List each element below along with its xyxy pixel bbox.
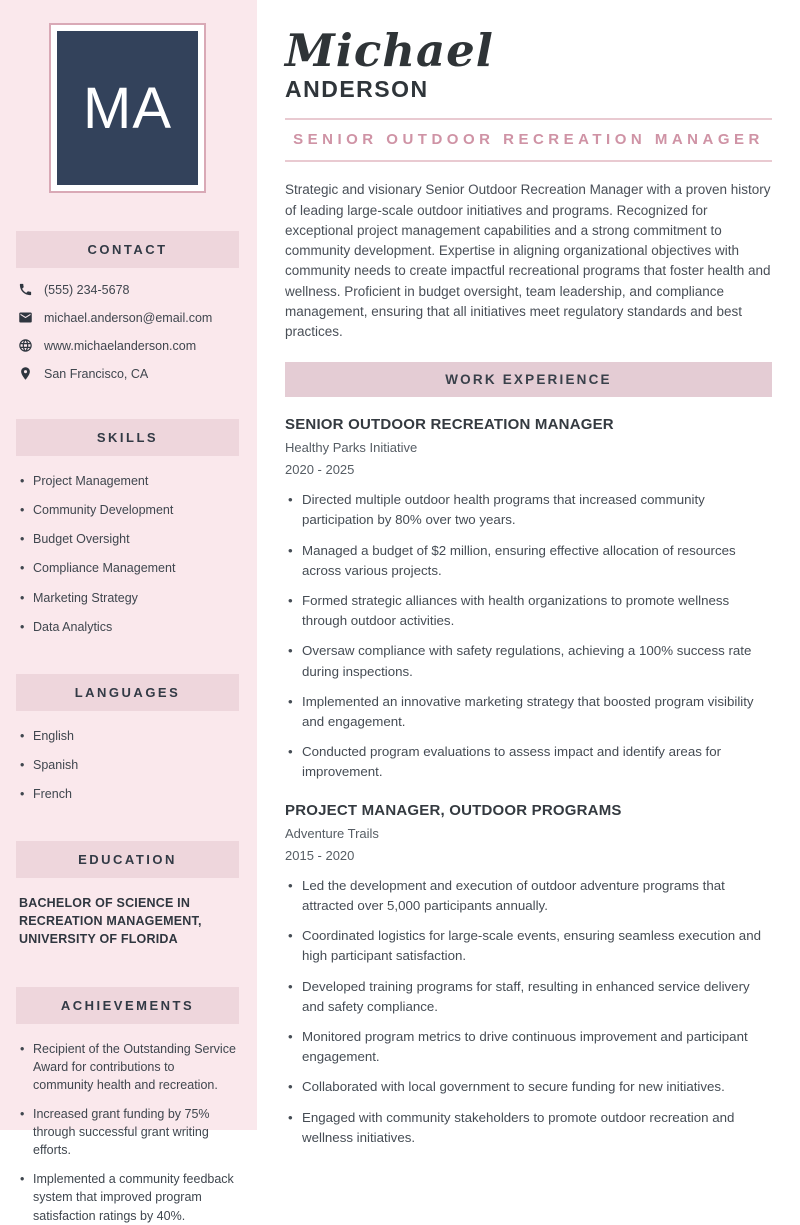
contact-section bbox=[16, 268, 239, 381]
contact-location-value: San Francisco, CA bbox=[44, 366, 149, 381]
job-entry bbox=[285, 416, 772, 782]
achievements-section-heading: ACHIEVEMENTS bbox=[16, 987, 239, 1024]
skill-item: • Budget Oversight bbox=[18, 530, 237, 548]
job-bullet: • Led the development and execution of outdoor adventure programs that attracted over 5,000 participants annually. bbox=[285, 876, 772, 916]
languages-section bbox=[16, 711, 239, 803]
achievements-section bbox=[16, 1024, 239, 1225]
education-section-heading: EDUCATION bbox=[16, 841, 239, 878]
role-title: SENIOR OUTDOOR RECREATION MANAGER bbox=[293, 131, 764, 149]
job-bullet: • Conducted program evaluations to assess impact and identify areas for improvement. bbox=[285, 742, 772, 782]
avatar-monogram-box bbox=[57, 31, 198, 185]
skills-list bbox=[18, 472, 237, 636]
languages-section-heading: LANGUAGES bbox=[16, 674, 239, 711]
job-bullet-list bbox=[285, 876, 772, 1148]
main-column bbox=[257, 0, 800, 1145]
education-section bbox=[16, 878, 239, 948]
achievement-item: • Implemented a community feedback system that improved program satisfaction ratings by 40%. bbox=[18, 1170, 237, 1224]
contact-row-email[interactable] bbox=[18, 310, 237, 325]
job-bullet: • Developed training programs for staff, resulting in enhanced service delivery and safety compliance. bbox=[285, 977, 772, 1017]
job-dates: 2020 - 2025 bbox=[285, 462, 355, 478]
skill-item: • Community Development bbox=[18, 501, 237, 519]
job-bullet: • Implemented an innovative marketing strategy that boosted program visibility and engagement. bbox=[285, 692, 772, 732]
email-icon bbox=[18, 310, 33, 325]
skill-item: • Data Analytics bbox=[18, 618, 237, 636]
contact-row-phone bbox=[18, 282, 237, 297]
achievement-item: • Increased grant funding by 75% through successful grant writing efforts. bbox=[18, 1105, 237, 1159]
language-item: • French bbox=[18, 785, 237, 803]
contact-website-value[interactable]: www.michaelanderson.com bbox=[44, 338, 197, 353]
language-item: • English bbox=[18, 727, 237, 745]
achievement-item: • Recipient of the Outstanding Service Award for contributions to community health and recreation. bbox=[18, 1040, 237, 1094]
job-bullet: • Formed strategic alliances with health organizations to promote wellness through outdoor activities. bbox=[285, 591, 772, 631]
job-title: PROJECT MANAGER, OUTDOOR PROGRAMS bbox=[285, 801, 622, 819]
job-company: Adventure Trails bbox=[285, 825, 379, 841]
job-bullet: • Oversaw compliance with safety regulations, achieving a 100% success rate during inspections. bbox=[285, 641, 772, 681]
job-bullet: • Engaged with community stakeholders to promote outdoor recreation and wellness initiatives. bbox=[285, 1108, 772, 1148]
languages-list bbox=[18, 727, 237, 803]
job-entry bbox=[285, 802, 772, 1148]
contact-phone-value: (555) 234-5678 bbox=[44, 282, 130, 297]
skill-item: • Marketing Strategy bbox=[18, 589, 237, 607]
job-dates: 2015 - 2020 bbox=[285, 847, 355, 863]
last-name: ANDERSON bbox=[285, 76, 429, 103]
globe-icon bbox=[18, 338, 33, 353]
skills-section-heading: SKILLS bbox=[16, 419, 239, 456]
role-title-box bbox=[285, 118, 772, 162]
language-item: • Spanish bbox=[18, 756, 237, 774]
professional-summary: Strategic and visionary Senior Outdoor Recreation Manager with a proven history of leading large-scale outdoor initiatives and programs. Recognized for exceptional project management capabilities and a strong commitment to community development. Expertise in aligning organizational objectives with community needs to create impactful recreational programs that foster health and wellness. Proficient in budget oversight, team leadership, and compliance management, ensuring that all initiatives meet regulatory standards and best practices. bbox=[285, 182, 771, 339]
education-degree: BACHELOR OF SCIENCE IN RECREATION MANAGEMENT, UNIVERSITY OF FLORIDA bbox=[19, 896, 202, 947]
avatar-initials: MA bbox=[83, 75, 172, 141]
skill-item: • Compliance Management bbox=[18, 559, 237, 577]
job-company: Healthy Parks Initiative bbox=[285, 440, 418, 456]
job-bullet: • Collaborated with local government to secure funding for new initiatives. bbox=[285, 1077, 772, 1097]
location-pin-icon bbox=[18, 366, 33, 381]
job-bullet-list bbox=[285, 490, 772, 782]
work-experience-heading: WORK EXPERIENCE bbox=[285, 362, 772, 397]
job-bullet: • Managed a budget of $2 million, ensuring effective allocation of resources across various projects. bbox=[285, 541, 772, 581]
first-name: Michael bbox=[285, 24, 494, 77]
job-bullet: • Coordinated logistics for large-scale events, ensuring seamless execution and high participant satisfaction. bbox=[285, 926, 772, 966]
contact-section-heading: CONTACT bbox=[16, 231, 239, 268]
achievements-list bbox=[18, 1040, 237, 1225]
avatar bbox=[49, 23, 206, 193]
contact-row-website[interactable] bbox=[18, 338, 237, 353]
contact-row-location bbox=[18, 366, 237, 381]
job-bullet: • Directed multiple outdoor health programs that increased community participation by 80% over two years. bbox=[285, 490, 772, 530]
phone-icon bbox=[18, 282, 33, 297]
job-bullet: • Monitored program metrics to drive continuous improvement and participant engagement. bbox=[285, 1027, 772, 1067]
skills-section bbox=[16, 456, 239, 636]
skill-item: • Project Management bbox=[18, 472, 237, 490]
sidebar bbox=[0, 0, 257, 1223]
contact-email-value[interactable]: michael.anderson@email.com bbox=[44, 310, 213, 325]
job-title: SENIOR OUTDOOR RECREATION MANAGER bbox=[285, 416, 614, 434]
